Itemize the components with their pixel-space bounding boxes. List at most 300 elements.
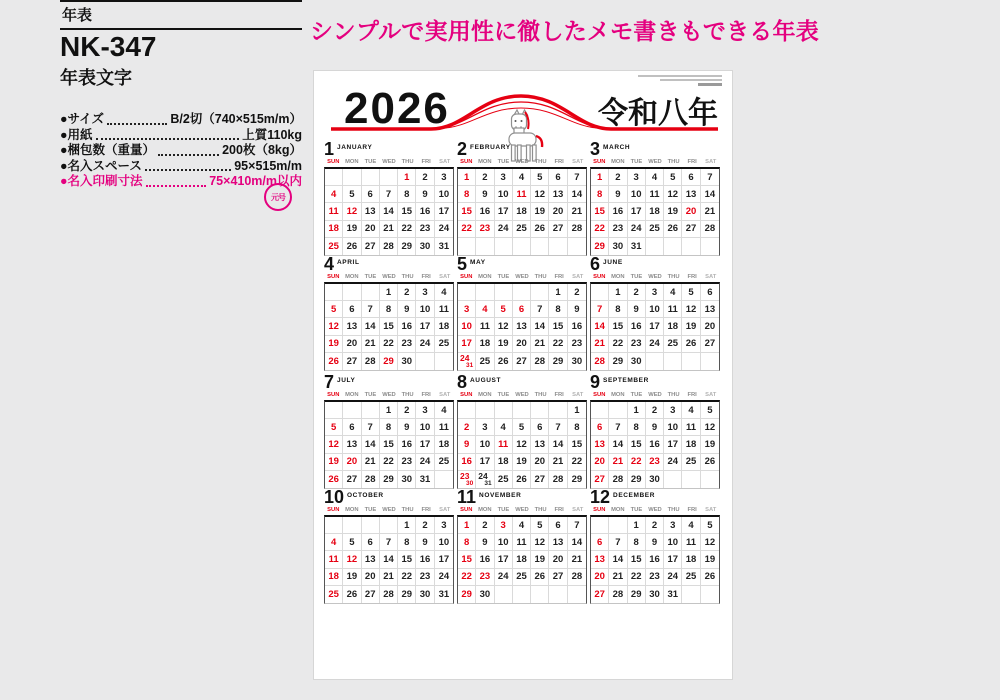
date-cell xyxy=(416,353,434,370)
date-cell: 13 xyxy=(343,436,361,453)
day-name: WED xyxy=(515,507,529,513)
day-name: SAT xyxy=(705,274,717,280)
day-name: WED xyxy=(515,392,529,398)
date-cell: 16 xyxy=(458,454,476,471)
date-cell xyxy=(701,586,719,603)
date-cell: 7 xyxy=(609,534,627,551)
date-cell: 4 xyxy=(476,301,494,318)
day-name: THU xyxy=(401,507,414,513)
date-cell: 6 xyxy=(531,419,549,436)
date-cell: 22 xyxy=(398,221,416,238)
date-cell: 29 xyxy=(591,238,609,255)
day-name: SUN xyxy=(460,507,473,513)
day-name: THU xyxy=(534,507,547,513)
date-cell: 7 xyxy=(701,169,719,186)
date-cell: 11 xyxy=(476,318,494,335)
date-cell: 26 xyxy=(325,353,343,370)
date-cell: 8 xyxy=(568,419,586,436)
day-name: TUE xyxy=(497,507,510,513)
divider xyxy=(60,28,302,30)
date-cell: 18 xyxy=(435,436,453,453)
spec-list xyxy=(60,112,302,190)
month-april xyxy=(324,256,454,371)
date-cell: 22 xyxy=(458,569,476,586)
date-cell: 16 xyxy=(646,436,664,453)
date-cell xyxy=(646,353,664,370)
date-cell xyxy=(568,586,586,603)
date-cell: 15 xyxy=(568,436,586,453)
date-cell: 14 xyxy=(609,436,627,453)
day-name: MON xyxy=(611,159,625,165)
date-cell: 22 xyxy=(628,569,646,586)
date-cell: 15 xyxy=(458,203,476,220)
day-name: SAT xyxy=(572,274,584,280)
page-headline: シンプルで実用性に徹したメモ書きもできる年表 xyxy=(310,18,819,44)
date-cell: 12 xyxy=(343,203,361,220)
date-cell: 10 xyxy=(458,318,476,335)
date-cell: 10 xyxy=(664,534,682,551)
date-cell: 18 xyxy=(513,203,531,220)
date-secondary: 30 xyxy=(466,479,474,487)
spec-value: 95×515m/m xyxy=(234,158,302,173)
day-name: FRI xyxy=(687,274,697,280)
date-cell: 12 xyxy=(701,534,719,551)
day-of-week-row xyxy=(324,273,454,282)
date-cell xyxy=(701,353,719,370)
month-header xyxy=(457,256,587,272)
calendar-poster xyxy=(313,70,733,680)
day-name: MON xyxy=(478,392,492,398)
day-name: SUN xyxy=(593,274,606,280)
date-cell: 10 xyxy=(476,436,494,453)
date-cell: 23 xyxy=(398,454,416,471)
date-cell xyxy=(362,284,380,301)
date-cell: 22 xyxy=(568,454,586,471)
date-cell: 7 xyxy=(362,419,380,436)
date-cell: 24 xyxy=(416,336,434,353)
date-cell: 16 xyxy=(628,318,646,335)
date-cell: 11 xyxy=(646,186,664,203)
date-cell: 31 xyxy=(628,238,646,255)
date-cell: 17 xyxy=(664,436,682,453)
date-cell: 26 xyxy=(531,221,549,238)
date-cell: 4 xyxy=(682,517,700,534)
day-name: FRI xyxy=(554,392,564,398)
date-cell: 23 xyxy=(646,569,664,586)
date-cell: 1 xyxy=(609,284,627,301)
spec-value: 200枚（8kg） xyxy=(222,143,302,157)
month-october xyxy=(324,489,454,604)
day-name: THU xyxy=(401,274,414,280)
date-cell: 24 xyxy=(495,221,513,238)
date-cell: 14 xyxy=(568,186,586,203)
date-cell xyxy=(549,402,567,419)
month-august xyxy=(457,374,587,489)
month-number: 2 xyxy=(457,139,468,159)
date-cell: 9 xyxy=(568,301,586,318)
date-cell: 10 xyxy=(646,301,664,318)
date-cell: 20 xyxy=(531,454,549,471)
month-name: NOVEMBER xyxy=(479,492,522,499)
date-cell: 26 xyxy=(701,569,719,586)
date-cell: 21 xyxy=(568,551,586,568)
date-cell: 29 xyxy=(380,471,398,488)
date-cell xyxy=(362,169,380,186)
date-cell: 27 xyxy=(343,471,361,488)
date-cell xyxy=(591,284,609,301)
date-cell: 9 xyxy=(646,534,664,551)
month-grid xyxy=(324,515,454,604)
date-cell: 25 xyxy=(476,353,494,370)
date-cell: 24 xyxy=(495,569,513,586)
date-cell: 3 xyxy=(458,301,476,318)
date-cell: 30 xyxy=(609,238,627,255)
date-cell: 23 xyxy=(568,336,586,353)
era-stamp-icon xyxy=(264,183,292,211)
date-cell: 7 xyxy=(549,419,567,436)
date-cell: 6 xyxy=(362,534,380,551)
date-cell: 28 xyxy=(531,353,549,370)
date-cell: 26 xyxy=(682,336,700,353)
day-name: WED xyxy=(382,159,396,165)
day-name: FRI xyxy=(421,274,431,280)
date-cell: 8 xyxy=(458,186,476,203)
spec-value: 上質110kg xyxy=(242,127,302,142)
day-name: THU xyxy=(534,274,547,280)
month-june xyxy=(590,256,720,371)
date-cell: 11 xyxy=(682,419,700,436)
date-cell: 11 xyxy=(513,186,531,203)
date-cell: 29 xyxy=(380,353,398,370)
day-name: TUE xyxy=(364,507,377,513)
date-cell xyxy=(458,402,476,419)
day-name: SUN xyxy=(460,274,473,280)
date-cell: 5 xyxy=(325,419,343,436)
date-cell: 6 xyxy=(343,301,361,318)
date-cell: 20 xyxy=(549,203,567,220)
day-name: TUE xyxy=(364,392,377,398)
date-cell: 24 xyxy=(664,569,682,586)
date-cell: 5 xyxy=(495,301,513,318)
day-name: THU xyxy=(401,392,414,398)
date-cell: 19 xyxy=(495,336,513,353)
date-cell: 20 xyxy=(591,454,609,471)
date-cell xyxy=(531,402,549,419)
date-cell: 29 xyxy=(549,353,567,370)
date-cell: 15 xyxy=(628,436,646,453)
date-cell: 8 xyxy=(628,419,646,436)
date-cell: 26 xyxy=(701,454,719,471)
product-name: 年表文字 xyxy=(60,68,132,88)
date-cell: 5 xyxy=(701,402,719,419)
date-cell: 17 xyxy=(416,436,434,453)
day-name: THU xyxy=(667,159,680,165)
calendar-year: 2026 xyxy=(344,84,450,133)
month-may xyxy=(457,256,587,371)
day-name: FRI xyxy=(687,159,697,165)
date-cell xyxy=(325,517,343,534)
day-name: SAT xyxy=(705,392,717,398)
date-cell: 8 xyxy=(380,301,398,318)
month-header xyxy=(590,374,720,390)
day-name: THU xyxy=(534,392,547,398)
date-cell: 31 xyxy=(438,588,450,600)
date-cell xyxy=(476,284,494,301)
date-cell: 12 xyxy=(664,186,682,203)
date-cell: 5 xyxy=(682,284,700,301)
date-cell: 30 xyxy=(628,353,646,370)
date-cell: 19 xyxy=(343,221,361,238)
date-cell: 21 xyxy=(591,336,609,353)
date-cell: 18 xyxy=(495,454,513,471)
month-header xyxy=(590,256,720,272)
date-cell: 7 xyxy=(609,419,627,436)
date-cell: 29 xyxy=(398,586,416,603)
spec-leader-dots xyxy=(107,123,167,125)
day-name: FRI xyxy=(687,507,697,513)
date-cell: 20 xyxy=(362,221,380,238)
date-cell: 24 xyxy=(628,221,646,238)
month-name: AUGUST xyxy=(470,377,502,384)
day-name: SUN xyxy=(460,159,473,165)
date-cell: 1 xyxy=(568,402,586,419)
date-cell: 4 xyxy=(325,534,343,551)
date-cell: 13 xyxy=(591,436,609,453)
day-name: FRI xyxy=(687,392,697,398)
date-cell: 3 xyxy=(495,169,513,186)
day-name: SAT xyxy=(439,392,451,398)
date-cell: 14 xyxy=(591,318,609,335)
date-cell: 26 xyxy=(664,221,682,238)
date-cell xyxy=(343,517,361,534)
date-cell xyxy=(682,238,700,255)
date-cell: 17 xyxy=(458,336,476,353)
month-january xyxy=(324,141,454,256)
date-cell: 11 xyxy=(325,551,343,568)
month-grid xyxy=(590,167,720,256)
date-cell: 10 xyxy=(495,186,513,203)
date-cell: 22 xyxy=(458,221,476,238)
day-name: MON xyxy=(478,159,492,165)
date-cell xyxy=(495,238,513,255)
spec-row xyxy=(60,112,302,128)
date-cell: 11 xyxy=(513,534,531,551)
date-cell: 13 xyxy=(513,318,531,335)
date-cell: 10 xyxy=(435,534,453,551)
month-grid xyxy=(590,282,720,371)
date-cell: 27 xyxy=(343,353,361,370)
date-cell: 23 xyxy=(398,336,416,353)
date-cell: 29 xyxy=(628,471,646,488)
date-cell: 31 xyxy=(438,240,450,252)
date-cell xyxy=(458,284,476,301)
date-cell xyxy=(568,238,586,255)
date-cell: 25 xyxy=(435,336,453,353)
date-cell: 30 xyxy=(646,586,664,603)
date-cell: 16 xyxy=(476,203,494,220)
date-cell: 5 xyxy=(325,301,343,318)
date-cell: 25 xyxy=(325,238,343,255)
month-name: FEBRUARY xyxy=(470,144,511,151)
month-number: 11 xyxy=(457,487,477,507)
date-cell: 23 xyxy=(646,454,664,471)
day-name: THU xyxy=(667,507,680,513)
day-name: SAT xyxy=(572,392,584,398)
date-cell: 12 xyxy=(531,534,549,551)
month-number: 7 xyxy=(324,372,335,392)
day-name: MON xyxy=(611,274,625,280)
date-cell: 1 xyxy=(628,402,646,419)
date-cell: 25 xyxy=(513,221,531,238)
date-cell: 22 xyxy=(549,336,567,353)
day-of-week-row xyxy=(457,506,587,515)
date-cell: 17 xyxy=(495,551,513,568)
date-cell: 13 xyxy=(362,203,380,220)
date-cell xyxy=(476,402,494,419)
day-name: FRI xyxy=(421,159,431,165)
month-number: 12 xyxy=(590,487,611,507)
day-name: WED xyxy=(515,159,529,165)
date-cell: 5 xyxy=(531,169,549,186)
spec-leader-dots xyxy=(146,185,207,187)
date-cell: 14 xyxy=(380,551,398,568)
day-name: SUN xyxy=(327,392,340,398)
date-cell xyxy=(513,402,531,419)
date-cell: 21 xyxy=(380,221,398,238)
date-cell xyxy=(476,471,494,488)
date-cell: 3 xyxy=(664,402,682,419)
product-category: 年表 xyxy=(62,7,93,24)
date-cell: 27 xyxy=(531,471,549,488)
date-secondary: 31 xyxy=(484,479,492,487)
date-cell: 28 xyxy=(380,586,398,603)
month-name: JANUARY xyxy=(337,144,373,151)
month-september xyxy=(590,374,720,489)
date-cell: 27 xyxy=(701,336,719,353)
date-cell: 6 xyxy=(343,419,361,436)
date-cell: 3 xyxy=(435,169,453,186)
day-name: TUE xyxy=(630,274,643,280)
month-number: 8 xyxy=(457,372,468,392)
day-name: THU xyxy=(667,274,680,280)
date-cell: 12 xyxy=(513,436,531,453)
date-cell: 20 xyxy=(343,336,361,353)
date-cell xyxy=(476,238,494,255)
date-cell: 17 xyxy=(435,203,453,220)
date-cell: 14 xyxy=(362,318,380,335)
date-cell: 19 xyxy=(513,454,531,471)
date-cell: 7 xyxy=(568,169,586,186)
date-cell: 16 xyxy=(646,551,664,568)
date-cell: 5 xyxy=(531,517,549,534)
date-cell: 7 xyxy=(362,301,380,318)
date-cell: 22 xyxy=(380,454,398,471)
date-cell: 15 xyxy=(628,551,646,568)
date-cell: 27 xyxy=(549,569,567,586)
day-name: WED xyxy=(648,274,662,280)
date-cell: 24 xyxy=(435,569,453,586)
date-cell: 3 xyxy=(416,284,434,301)
month-number: 9 xyxy=(590,372,601,392)
date-cell xyxy=(682,586,700,603)
date-cell: 17 xyxy=(416,318,434,335)
date-cell: 12 xyxy=(325,436,343,453)
date-cell: 30 xyxy=(398,471,416,488)
date-cell: 19 xyxy=(325,454,343,471)
date-cell: 28 xyxy=(568,569,586,586)
date-cell: 30 xyxy=(571,355,583,367)
day-of-week-row xyxy=(457,273,587,282)
date-cell: 15 xyxy=(380,318,398,335)
date-cell: 15 xyxy=(398,551,416,568)
date-cell: 26 xyxy=(343,586,361,603)
date-cell: 5 xyxy=(701,517,719,534)
date-cell xyxy=(531,284,549,301)
day-name: MON xyxy=(611,392,625,398)
date-cell: 6 xyxy=(701,284,719,301)
date-cell: 6 xyxy=(549,517,567,534)
date-cell: 2 xyxy=(476,169,494,186)
date-cell: 19 xyxy=(325,336,343,353)
day-name: SUN xyxy=(593,392,606,398)
month-grid xyxy=(457,282,587,371)
date-cell xyxy=(495,402,513,419)
date-cell: 28 xyxy=(380,238,398,255)
date-cell: 17 xyxy=(628,203,646,220)
date-cell: 15 xyxy=(591,203,609,220)
spec-label: ●名入スペース xyxy=(60,158,142,173)
date-cell: 11 xyxy=(682,534,700,551)
day-name: SAT xyxy=(439,159,451,165)
date-cell xyxy=(325,402,343,419)
date-cell: 12 xyxy=(325,318,343,335)
date-cell: 8 xyxy=(609,301,627,318)
date-cell: 27 xyxy=(549,221,567,238)
date-cell: 21 xyxy=(362,336,380,353)
date-cell: 13 xyxy=(362,551,380,568)
date-cell: 21 xyxy=(609,569,627,586)
date-cell: 19 xyxy=(531,203,549,220)
date-cell: 17 xyxy=(435,551,453,568)
date-cell xyxy=(609,402,627,419)
month-march xyxy=(590,141,720,256)
date-cell: 20 xyxy=(343,454,361,471)
date-cell: 11 xyxy=(435,419,453,436)
date-cell: 18 xyxy=(476,336,494,353)
date-cell: 1 xyxy=(398,169,416,186)
month-header xyxy=(590,489,720,505)
date-cell: 20 xyxy=(513,336,531,353)
date-cell: 24 xyxy=(416,454,434,471)
date-cell xyxy=(362,402,380,419)
date-cell: 11 xyxy=(435,301,453,318)
date-cell: 21 xyxy=(380,569,398,586)
date-cell: 28 xyxy=(591,353,609,370)
day-name: SUN xyxy=(593,507,606,513)
day-name: TUE xyxy=(497,274,510,280)
day-of-week-row xyxy=(457,391,587,400)
day-name: MON xyxy=(345,507,359,513)
date-cell: 12 xyxy=(682,301,700,318)
date-cell: 9 xyxy=(646,419,664,436)
day-of-week-row xyxy=(324,158,454,167)
day-name: TUE xyxy=(630,507,643,513)
date-cell xyxy=(435,353,453,370)
date-cell: 3 xyxy=(664,517,682,534)
date-cell: 14 xyxy=(549,436,567,453)
date-cell: 8 xyxy=(628,534,646,551)
date-cell: 3 xyxy=(628,169,646,186)
